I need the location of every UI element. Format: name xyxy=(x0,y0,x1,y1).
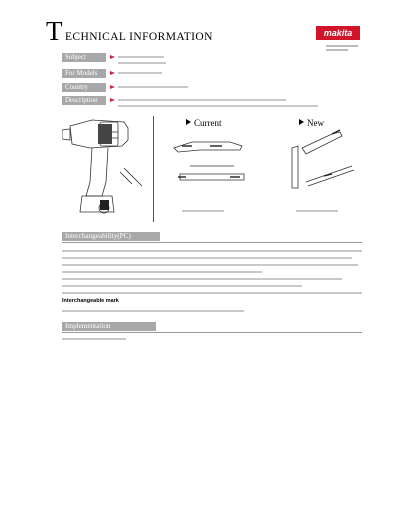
implementation-text xyxy=(62,338,126,340)
illustration-divider xyxy=(153,116,154,222)
new-label-text: New xyxy=(307,118,324,128)
makita-logo xyxy=(316,26,360,40)
interchange-text-line6 xyxy=(62,285,302,287)
interchange-text-line1 xyxy=(62,250,362,252)
subject-text-line2 xyxy=(118,62,166,64)
drill-illustration xyxy=(62,112,152,222)
country-text xyxy=(118,86,188,88)
current-label-text: Current xyxy=(194,118,222,128)
interchange-text-line2 xyxy=(62,257,352,259)
description-arrow-icon xyxy=(110,98,115,102)
title-initial: T xyxy=(46,16,63,46)
models-arrow-icon xyxy=(110,71,115,75)
implementation-header: Implementation xyxy=(62,322,156,331)
description-text-line2 xyxy=(118,105,318,107)
subject-arrow-icon xyxy=(110,55,115,59)
new-pointer-icon xyxy=(299,119,304,125)
subject-text xyxy=(118,56,164,58)
current-label xyxy=(186,118,222,128)
interchangeability-divider xyxy=(62,242,362,243)
interchange-text-line7 xyxy=(62,292,362,294)
interchange-text-line5 xyxy=(62,278,342,280)
subject-label: Subject xyxy=(62,53,106,62)
description-text xyxy=(118,99,286,101)
description-label: Description xyxy=(62,96,106,105)
logo-text: makita xyxy=(323,28,353,38)
models-text xyxy=(118,72,162,74)
new-part-caption xyxy=(296,210,338,212)
new-part-illustration xyxy=(284,126,364,196)
current-part-caption xyxy=(182,210,224,212)
interchangeable-mark-note: Interchangeable mark xyxy=(62,298,119,304)
current-part-illustration xyxy=(170,132,255,192)
current-pointer-icon xyxy=(186,119,191,125)
interchange-note-text xyxy=(62,310,244,312)
interchangeability-header: Interchangeability(PC) xyxy=(62,232,160,241)
document-number xyxy=(326,45,358,50)
interchange-text-line3 xyxy=(62,264,358,266)
interchange-text-line4 xyxy=(62,271,262,273)
country-label: Country xyxy=(62,83,106,92)
country-arrow-icon xyxy=(110,85,115,89)
page-title: ECHNICAL INFORMATION xyxy=(65,31,213,43)
implementation-divider xyxy=(62,332,362,333)
models-label: For Models xyxy=(62,69,106,78)
